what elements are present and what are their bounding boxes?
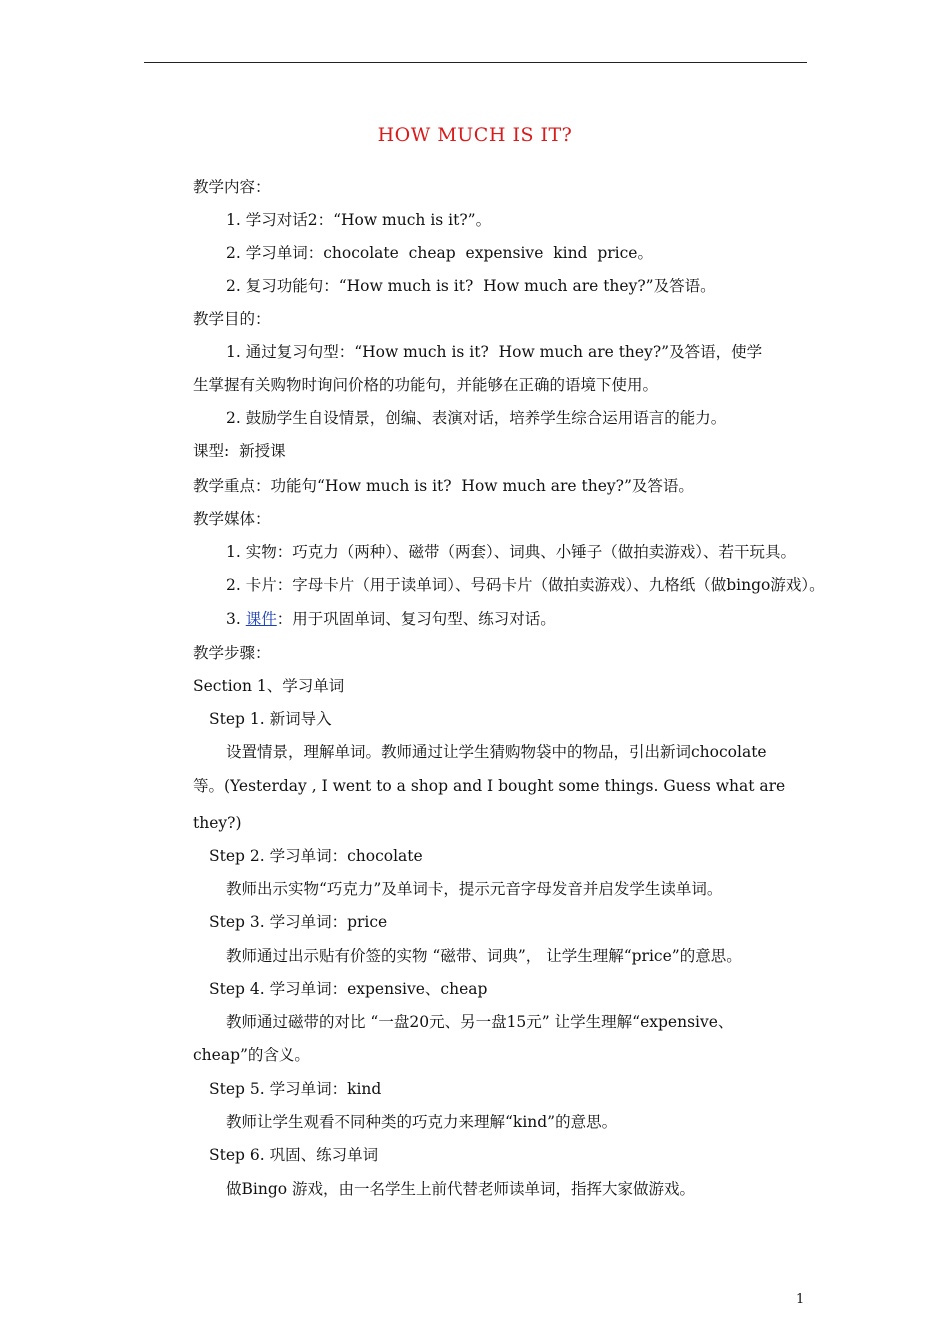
- media-item-1: 1. 实物：巧克力（两种）、磁带（两套）、词典、小锤子（做拍卖游戏）、若干玩具。: [226, 543, 796, 561]
- objectives-item-1-line-1: 1. 通过复习句型：“How much is it? How much are they?”及答语，使学: [226, 343, 763, 361]
- content-item-1: 1. 学习对话2：“How much is it?”。: [226, 211, 492, 229]
- content-item-3: 2. 复习功能句：“How much is it? How much are they?”及答语。: [226, 277, 716, 295]
- step-6-line-1: 做Bingo 游戏，由一名学生上前代替老师读单词，指挥大家做游戏。: [226, 1180, 696, 1198]
- key-point: 教学重点：功能句“How much is it? How much are they?”及答语。: [193, 477, 694, 495]
- objectives-item-1-line-2: 生掌握有关购物时询问价格的功能句，并能够在正确的语境下使用。: [193, 376, 659, 394]
- step-1-line-3: they?): [193, 814, 242, 832]
- step-2-title: Step 2. 学习单词：chocolate: [209, 847, 423, 865]
- header-rule: [144, 62, 807, 63]
- step-3-line-1: 教师通过出示贴有价签的实物 “磁带、词典”， 让学生理解“price”的意思。: [226, 947, 742, 965]
- objectives-item-2: 2. 鼓励学生自设情景，创编、表演对话，培养学生综合运用语言的能力。: [226, 409, 727, 427]
- content-heading: 教学内容：: [193, 178, 271, 196]
- step-4-line-1: 教师通过磁带的对比 “一盘20元、另一盘15元” 让学生理解“expensive、: [226, 1013, 734, 1031]
- media-item-3-text: ：用于巩固单词、复习句型、练习对话。: [276, 610, 556, 628]
- step-3-title: Step 3. 学习单词：price: [209, 913, 388, 931]
- step-4-title: Step 4. 学习单词：expensive、cheap: [209, 980, 488, 998]
- media-item-2: 2. 卡片：字母卡片（用于读单词）、号码卡片（做拍卖游戏）、九格纸（做bingo游戏）。: [226, 576, 825, 594]
- steps-heading: 教学步骤：: [193, 644, 271, 662]
- media-item-3-prefix: 3.: [226, 610, 246, 628]
- step-5-line-1: 教师让学生观看不同种类的巧克力来理解“kind”的意思。: [226, 1113, 618, 1131]
- document-title: HOW MUCH IS IT?: [377, 124, 573, 146]
- step-5-title: Step 5. 学习单词：kind: [209, 1080, 382, 1098]
- step-6-title: Step 6. 巩固、练习单词: [209, 1146, 379, 1164]
- step-4-line-2: cheap”的含义。: [193, 1046, 310, 1064]
- objectives-heading: 教学目的：: [193, 310, 271, 328]
- lesson-type: 课型: 新授课: [193, 442, 286, 460]
- step-1-line-1: 设置情景，理解单词。教师通过让学生猜购物袋中的物品，引出新词chocolate: [226, 743, 767, 761]
- media-heading: 教学媒体：: [193, 510, 271, 528]
- section-1-heading: Section 1、学习单词: [193, 677, 345, 695]
- media-item-3: [226, 609, 556, 629]
- content-item-2: 2. 学习单词：chocolate cheap expensive kind price。: [226, 244, 653, 262]
- step-1-line-2: 等。(Yesterday , I went to a shop and I bought some things. Guess what are: [193, 777, 786, 795]
- page-number: 1: [796, 1292, 805, 1307]
- step-2-line-1: 教师出示实物“巧克力”及单词卡，提示元音字母发音并启发学生读单词。: [226, 880, 723, 898]
- courseware-link[interactable]: 课件: [245, 610, 277, 628]
- step-1-title: Step 1. 新词导入: [209, 710, 332, 728]
